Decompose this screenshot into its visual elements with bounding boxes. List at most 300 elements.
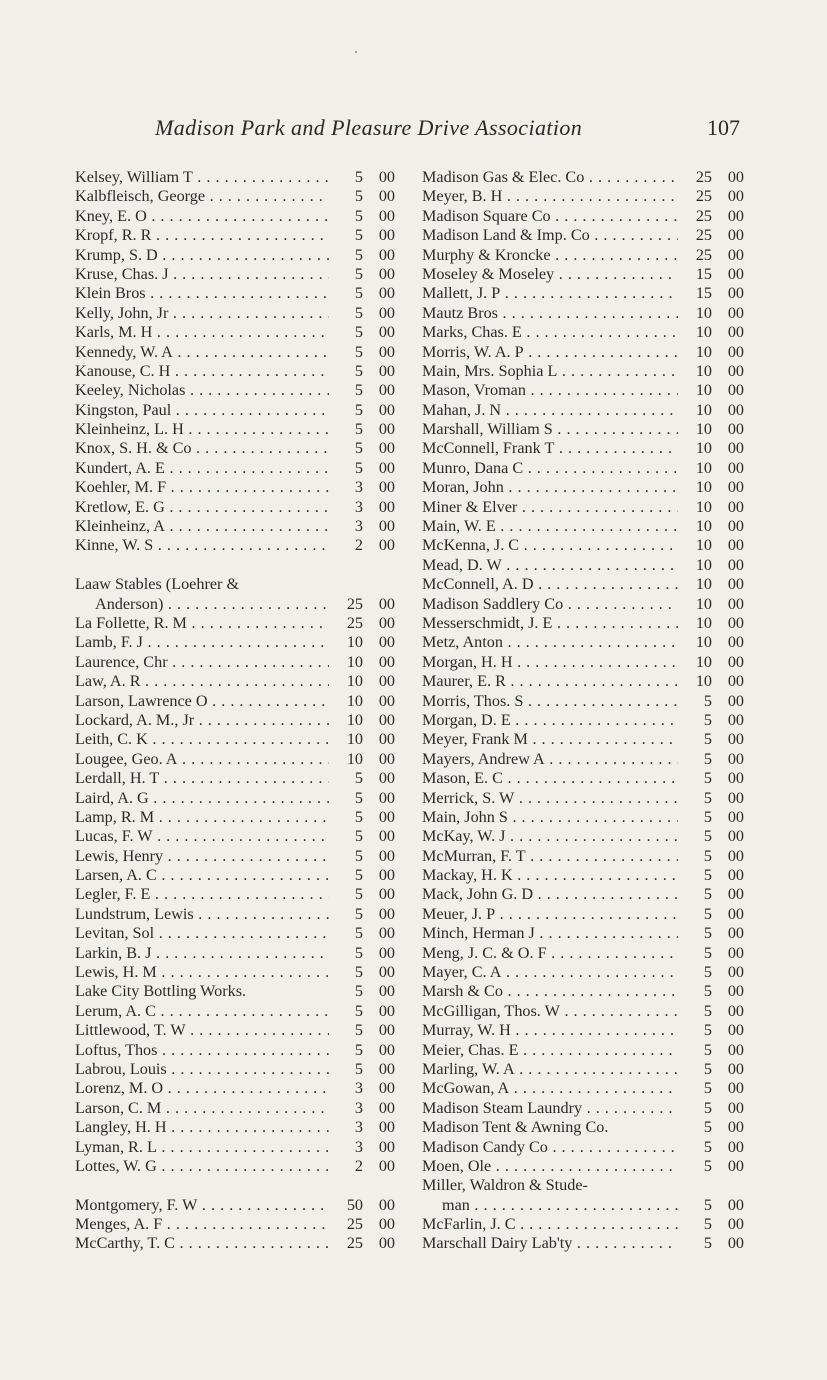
amount-dollars: 5 (354, 439, 363, 458)
subscriber-entry (422, 1041, 744, 1060)
subscription-amount (329, 847, 395, 866)
subscriber-entry (422, 381, 744, 400)
amount-dollars: 5 (354, 264, 363, 283)
subscription-amount (678, 420, 744, 439)
subscriber-entry (75, 1099, 395, 1118)
amount-cents: 00 (727, 885, 744, 904)
subscriber-name: Kingston, Paul . . . (75, 401, 329, 420)
subscriber-name: McGowan, A . . . (422, 1079, 678, 1098)
subscription-amount (678, 633, 744, 652)
amount-dollars: 10 (695, 342, 712, 361)
subscriber-name: Maurer, E. R . . . (422, 672, 678, 691)
subscriber-name: Keeley, Nicholas . . . (75, 381, 329, 400)
amount-cents: 00 (727, 1234, 744, 1253)
subscriber-name: Lougee, Geo. A . . . (75, 750, 329, 769)
subscription-amount (329, 1196, 395, 1215)
amount-cents: 00 (727, 264, 744, 283)
subscription-amount (329, 1041, 395, 1060)
subscriber-name: Marsh & Co . . . (422, 982, 678, 1001)
subscription-amount (678, 323, 744, 342)
amount-cents: 00 (727, 284, 744, 303)
amount-dollars: 3 (354, 1079, 363, 1098)
amount-cents: 00 (727, 691, 744, 710)
subscriber-entry (75, 1215, 395, 1234)
subscription-amount (678, 1118, 744, 1137)
amount-cents: 00 (378, 1040, 395, 1059)
amount-cents: 00 (727, 652, 744, 671)
subscriber-entry (75, 284, 395, 303)
subscriber-name: Marling, W. A . . . (422, 1060, 678, 1079)
amount-dollars: 5 (703, 866, 712, 885)
amount-dollars: 5 (354, 846, 363, 865)
amount-cents: 00 (727, 420, 744, 439)
amount-cents: 00 (378, 1137, 395, 1156)
amount-dollars: 2 (354, 1156, 363, 1175)
subscriber-entry (422, 556, 744, 575)
subscriber-entry (75, 362, 395, 381)
subscription-amount (678, 284, 744, 303)
amount-cents: 00 (378, 478, 395, 497)
page-number: 107 (707, 115, 740, 140)
subscription-amount (678, 265, 744, 284)
subscriber-name: Madison Gas & Elec. Co . . . (422, 168, 678, 187)
amount-cents: 00 (727, 303, 744, 322)
amount-dollars: 5 (703, 1156, 712, 1175)
amount-dollars: 5 (354, 827, 363, 846)
subscription-amount (329, 168, 395, 187)
amount-cents: 00 (378, 439, 395, 458)
subscriber-entry (422, 478, 744, 497)
subscription-amount (329, 1002, 395, 1021)
subscriber-name: Meuer, J. P . . . (422, 905, 678, 924)
subscriber-name: Murphy & Kroncke . . . (422, 246, 678, 265)
amount-dollars: 10 (695, 420, 712, 439)
subscriber-entry (422, 1079, 744, 1098)
subscription-amount (329, 439, 395, 458)
subscriber-entry (422, 420, 744, 439)
subscriber-entry (75, 420, 395, 439)
amount-cents: 00 (727, 1156, 744, 1175)
subscription-amount (329, 343, 395, 362)
subscriber-name: Lottes, W. G . . . (75, 1157, 329, 1176)
subscriber-entry (422, 459, 744, 478)
subscription-amount (678, 885, 744, 904)
subscription-amount (329, 672, 395, 691)
amount-dollars: 5 (703, 730, 712, 749)
amount-dollars: 5 (703, 963, 712, 982)
subscriber-name: Leith, C. K . . . (75, 730, 329, 749)
amount-cents: 00 (727, 1137, 744, 1156)
amount-dollars: 5 (703, 827, 712, 846)
subscriber-entry (422, 343, 744, 362)
amount-cents: 00 (378, 827, 395, 846)
subscriber-name: Mead, D. W . . . (422, 556, 678, 575)
subscriber-entry (422, 866, 744, 885)
subscriber-entry (422, 265, 744, 284)
amount-cents: 00 (727, 1098, 744, 1117)
subscription-amount (329, 323, 395, 342)
amount-cents: 00 (727, 342, 744, 361)
amount-cents: 00 (378, 245, 395, 264)
amount-cents: 00 (378, 226, 395, 245)
subscription-amount (678, 1099, 744, 1118)
subscriber-entry (75, 885, 395, 904)
amount-dollars: 10 (695, 672, 712, 691)
subscription-amount (678, 692, 744, 711)
amount-cents: 00 (378, 323, 395, 342)
subscription-amount (678, 304, 744, 323)
subscriber-entry (422, 963, 744, 982)
amount-cents: 00 (378, 1001, 395, 1020)
subscriber-entry (422, 789, 744, 808)
amount-dollars: 5 (703, 1137, 712, 1156)
subscription-amount (329, 633, 395, 652)
subscriber-entry (75, 750, 395, 769)
amount-cents: 00 (727, 710, 744, 729)
amount-cents: 00 (727, 1001, 744, 1020)
subscriber-entry (422, 304, 744, 323)
subscriber-name: Madison Saddlery Co . . . (422, 595, 678, 614)
subscriber-name: Littlewood, T. W . . . (75, 1021, 329, 1040)
subscriber-name: Lamb, F. J . . . (75, 633, 329, 652)
subscriber-entry (422, 362, 744, 381)
subscription-amount (678, 362, 744, 381)
subscriber-entry (422, 1099, 744, 1118)
subscriber-name: Marshall, William S . . . (422, 420, 678, 439)
subscriber-name: Morris, W. A. P . . . (422, 343, 678, 362)
subscriber-entry (422, 672, 744, 691)
subscription-amount (678, 343, 744, 362)
subscription-amount (678, 769, 744, 788)
amount-cents: 00 (727, 943, 744, 962)
subscription-amount (329, 265, 395, 284)
subscriber-entry (75, 168, 395, 187)
subscriber-entry (75, 924, 395, 943)
subscriber-name: Lewis, H. M . . . (75, 963, 329, 982)
subscription-amount (678, 866, 744, 885)
subscription-amount (329, 827, 395, 846)
subscriber-name: Kundert, A. E . . . (75, 459, 329, 478)
amount-cents: 00 (378, 497, 395, 516)
subscription-amount (329, 226, 395, 245)
amount-cents: 00 (727, 497, 744, 516)
subscriber-entry (75, 1157, 395, 1176)
subscription-amount (329, 304, 395, 323)
subscription-amount (678, 750, 744, 769)
amount-cents: 00 (727, 458, 744, 477)
amount-cents: 00 (727, 613, 744, 632)
subscription-amount (329, 420, 395, 439)
subscriber-entry (75, 692, 395, 711)
subscriber-entry (75, 459, 395, 478)
subscription-amount (329, 866, 395, 885)
subscriber-entry (75, 304, 395, 323)
subscriber-entry (422, 187, 744, 206)
subscriber-name: Mayer, C. A . . . (422, 963, 678, 982)
subscription-amount (678, 536, 744, 555)
subscriber-entry (75, 789, 395, 808)
amount-cents: 00 (727, 866, 744, 885)
subscriber-entry (75, 207, 395, 226)
amount-dollars: 5 (354, 206, 363, 225)
subscriber-name: Karls, M. H . . . (75, 323, 329, 342)
subscriber-entry (75, 769, 395, 788)
amount-dollars: 10 (695, 536, 712, 555)
subscriber-name: McConnell, Frank T . . . (422, 439, 678, 458)
subscriber-name: Mason, E. C . . . (422, 769, 678, 788)
subscriber-name: Lamp, R. M . . . (75, 808, 329, 827)
subscription-amount (329, 1118, 395, 1137)
subscriber-name: man . . . (422, 1196, 678, 1215)
subscriber-entry (422, 246, 744, 265)
amount-cents: 00 (378, 982, 395, 1001)
subscriber-entry (75, 478, 395, 497)
subscriber-entry (75, 1021, 395, 1040)
subscriber-entry (75, 808, 395, 827)
amount-dollars: 5 (703, 1195, 712, 1214)
subscriber-entry (75, 944, 395, 963)
amount-cents: 00 (378, 672, 395, 691)
subscriber-name: Laird, A. G . . . (75, 789, 329, 808)
subscription-amount (329, 575, 395, 594)
subscriber-entry (422, 1157, 744, 1176)
amount-dollars: 5 (354, 323, 363, 342)
amount-dollars (686, 1176, 712, 1195)
subscriber-entry (422, 1060, 744, 1079)
subscriber-name: Madison Steam Laundry . . . (422, 1099, 678, 1118)
amount-cents: 00 (727, 1059, 744, 1078)
right-column (422, 168, 744, 1254)
amount-dollars: 5 (703, 943, 712, 962)
subscription-amount (678, 517, 744, 536)
subscriber-entry (422, 750, 744, 769)
amount-cents: 00 (727, 633, 744, 652)
amount-dollars: 10 (346, 652, 363, 671)
subscriber-name: McKay, W. J . . . (422, 827, 678, 846)
amount-dollars: 5 (703, 885, 712, 904)
amount-cents: 00 (378, 1195, 395, 1214)
amount-cents: 00 (727, 963, 744, 982)
amount-cents: 00 (727, 594, 744, 613)
subscription-amount (329, 1157, 395, 1176)
subscription-amount (329, 1138, 395, 1157)
subscriber-name: Main, John S . . . (422, 808, 678, 827)
subscriber-entry (422, 1021, 744, 1040)
subscriber-name: Larkin, B. J . . . (75, 944, 329, 963)
subscriber-entry (422, 168, 744, 187)
subscription-amount (329, 1079, 395, 1098)
amount-cents: 00 (727, 536, 744, 555)
subscriber-name: Main, Mrs. Sophia L . . . (422, 362, 678, 381)
subscriber-entry (422, 517, 744, 536)
subscription-amount (678, 1079, 744, 1098)
subscriber-name: McMurran, F. T . . . (422, 847, 678, 866)
amount-cents: 00 (378, 168, 395, 186)
subscriber-name: Meng, J. C. & O. F . . . (422, 944, 678, 963)
amount-dollars: 10 (695, 400, 712, 419)
amount-cents: 00 (378, 1098, 395, 1117)
subscriber-name: Kanouse, C. H . . . (75, 362, 329, 381)
subscription-amount (678, 459, 744, 478)
amount-dollars: 3 (354, 1098, 363, 1117)
subscriber-name: Mahan, J. N . . . (422, 401, 678, 420)
subscriber-entry (422, 401, 744, 420)
subscription-amount (678, 730, 744, 749)
subscriber-name: Legler, F. E . . . (75, 885, 329, 904)
subscription-amount (329, 187, 395, 206)
subscriber-name: Kalbfleisch, George . . . (75, 187, 329, 206)
subscriber-entry (422, 536, 744, 555)
subscriber-entry (75, 1002, 395, 1021)
amount-dollars: 5 (703, 691, 712, 710)
subscriber-entry (75, 1138, 395, 1157)
amount-dollars: 25 (695, 187, 712, 206)
amount-dollars: 3 (354, 517, 363, 536)
amount-dollars: 10 (695, 575, 712, 594)
amount-dollars: 5 (703, 1079, 712, 1098)
amount-dollars: 5 (703, 924, 712, 943)
subscriber-name: Lucas, F. W . . . (75, 827, 329, 846)
subscriber-entry (75, 401, 395, 420)
amount-cents: 00 (378, 1021, 395, 1040)
subscriber-entry (75, 1234, 395, 1253)
subscriber-name: Larsen, A. C . . . (75, 866, 329, 885)
subscription-amount (329, 711, 395, 730)
amount-cents: 00 (378, 904, 395, 923)
amount-dollars: 5 (354, 924, 363, 943)
subscription-amount (678, 614, 744, 633)
subscriber-name: Kleinheinz, L. H . . . (75, 420, 329, 439)
subscriber-name: Mack, John G. D . . . (422, 885, 678, 904)
amount-dollars: 5 (354, 284, 363, 303)
amount-cents: 00 (378, 381, 395, 400)
subscriber-name: Morgan, D. E . . . (422, 711, 678, 730)
subscriber-name: Metz, Anton . . . (422, 633, 678, 652)
amount-dollars: 10 (695, 439, 712, 458)
subscriber-name: McCarthy, T. C . . . (75, 1234, 329, 1253)
subscription-amount (678, 963, 744, 982)
amount-dollars: 3 (354, 497, 363, 516)
amount-dollars: 25 (346, 1234, 363, 1253)
subscription-amount (678, 1060, 744, 1079)
subscriber-entry (75, 498, 395, 517)
subscription-amount (329, 789, 395, 808)
subscriber-entry (75, 1060, 395, 1079)
amount-dollars: 5 (354, 1001, 363, 1020)
subscription-amount (678, 187, 744, 206)
subscriber-name: Kropf, R. R . . . (75, 226, 329, 245)
subscriber-entry (75, 1079, 395, 1098)
subscription-amount (329, 692, 395, 711)
subscriber-entry (75, 847, 395, 866)
subscriber-entry (75, 265, 395, 284)
subscriber-entry (75, 575, 395, 594)
amount-cents: 00 (378, 807, 395, 826)
subscriber-name: Law, A. R . . . (75, 672, 329, 691)
amount-dollars: 15 (695, 264, 712, 283)
subscriber-name: Krump, S. D . . . (75, 246, 329, 265)
subscription-amount (678, 575, 744, 594)
subscriber-name: Mautz Bros . . . (422, 304, 678, 323)
amount-cents: 00 (727, 730, 744, 749)
amount-cents: 00 (727, 245, 744, 264)
subscription-amount (329, 769, 395, 788)
amount-cents: 00 (727, 924, 744, 943)
amount-cents: 00 (727, 400, 744, 419)
amount-cents: 00 (727, 226, 744, 245)
subscriber-name: Montgomery, F. W . . . (75, 1196, 329, 1215)
subscription-amount (329, 614, 395, 633)
subscriber-entry (422, 439, 744, 458)
amount-cents: 00 (378, 284, 395, 303)
subscriber-name: Levitan, Sol . . . (75, 924, 329, 943)
amount-dollars: 25 (695, 206, 712, 225)
subscriber-name: Moen, Ole . . . (422, 1157, 678, 1176)
subscriber-name: Larson, C. M . . . (75, 1099, 329, 1118)
amount-cents: 00 (727, 982, 744, 1001)
subscriber-name: Lockard, A. M., Jr . . . (75, 711, 329, 730)
subscriber-entry (75, 730, 395, 749)
subscriber-name: Kelsey, William T . . . (75, 168, 329, 187)
subscriber-entry (75, 982, 395, 1001)
subscription-amount (329, 808, 395, 827)
subscriber-entry (422, 1176, 744, 1195)
subscription-amount (678, 944, 744, 963)
amount-cents: 00 (727, 1215, 744, 1234)
amount-cents: 00 (378, 633, 395, 652)
subscriber-entry (75, 246, 395, 265)
subscriber-name: Langley, H. H . . . (75, 1118, 329, 1137)
subscription-amount (678, 1041, 744, 1060)
amount-dollars: 25 (695, 168, 712, 186)
subscriber-entry (422, 1234, 744, 1253)
subscription-amount (678, 827, 744, 846)
subscriber-name: Madison Tent & Awning Co. (422, 1118, 609, 1137)
subscription-amount (678, 226, 744, 245)
subscriber-name: Klein Bros . . . (75, 284, 329, 303)
subscriber-name: McGilligan, Thos. W . . . (422, 1002, 678, 1021)
section-gap (75, 556, 395, 575)
amount-dollars: 10 (695, 361, 712, 380)
subscription-amount (329, 1099, 395, 1118)
subscriber-entry (422, 653, 744, 672)
subscription-amount (678, 808, 744, 827)
subscriber-name: Kleinheinz, A . . . (75, 517, 329, 536)
subscriber-entry (422, 885, 744, 904)
subscriber-name: Mallett, J. P . . . (422, 284, 678, 303)
amount-cents (712, 1176, 744, 1195)
amount-cents: 00 (727, 478, 744, 497)
amount-dollars: 5 (703, 904, 712, 923)
subscriber-name: Miller, Waldron & Stude- (422, 1176, 588, 1195)
subscriber-entry (422, 614, 744, 633)
amount-dollars: 5 (354, 943, 363, 962)
subscriber-name: Minch, Herman J . . . (422, 924, 678, 943)
subscriber-name: Anderson) . . . (75, 595, 329, 614)
subscriber-name: Main, W. E . . . (422, 517, 678, 536)
subscription-amount (678, 246, 744, 265)
subscriber-name: Lorenz, M. O . . . (75, 1079, 329, 1098)
amount-cents: 00 (378, 400, 395, 419)
amount-cents: 00 (727, 749, 744, 768)
subscription-amount (678, 924, 744, 943)
amount-cents: 00 (378, 1156, 395, 1175)
amount-dollars: 5 (354, 342, 363, 361)
amount-dollars (337, 575, 363, 594)
amount-dollars: 10 (695, 652, 712, 671)
page-header (0, 115, 827, 145)
amount-dollars: 10 (346, 730, 363, 749)
